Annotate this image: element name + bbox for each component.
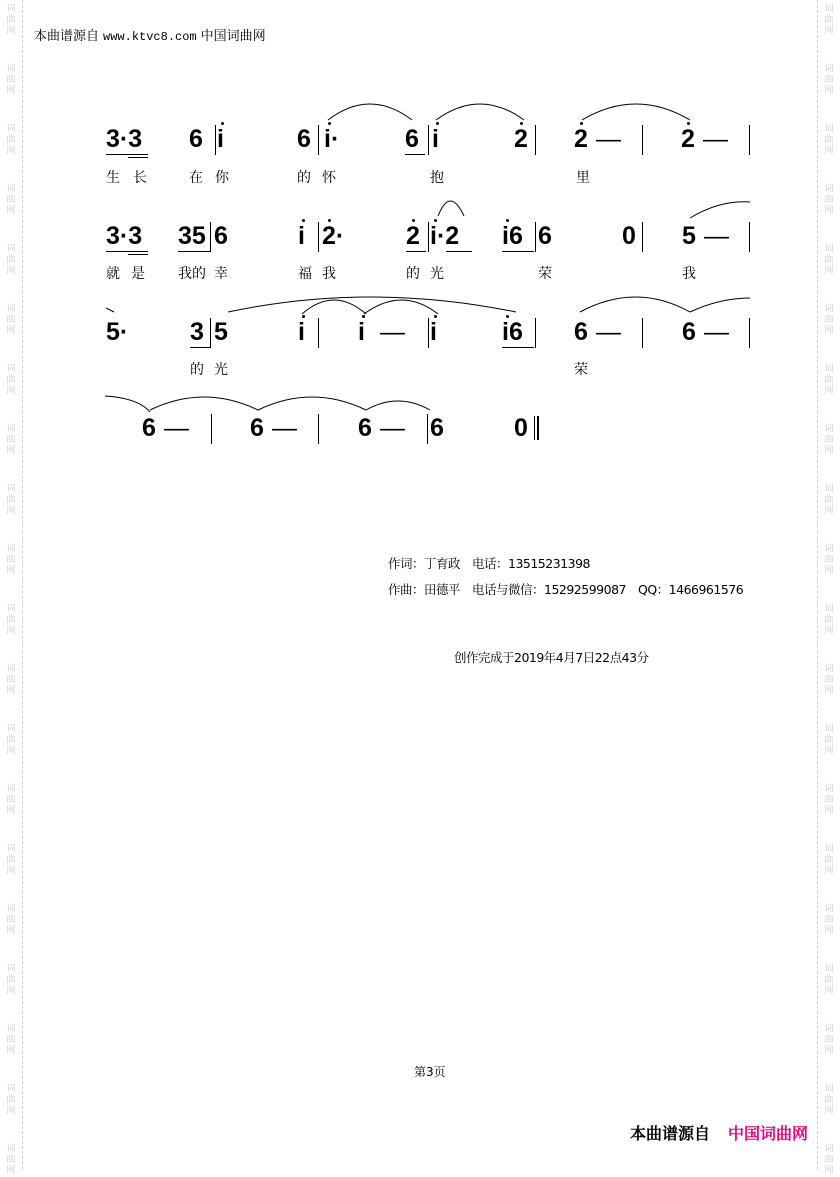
note: i: [298, 318, 305, 346]
underline: [190, 347, 210, 348]
note: 6: [538, 222, 552, 250]
dash: —: [380, 414, 405, 442]
dash: —: [596, 318, 621, 346]
watermark-glyph: 词 曲 网: [6, 244, 16, 276]
note: i: [358, 318, 365, 346]
lyric: 在: [189, 170, 203, 186]
bar-line: [215, 125, 216, 155]
watermark-glyph: 词 曲 网: [824, 544, 834, 576]
bar-line: [427, 414, 428, 444]
high-dot: [412, 219, 415, 222]
header-site: 中国词曲网: [200, 29, 266, 44]
final-bar-thick: [537, 416, 539, 440]
page-number: 第3页: [414, 1065, 446, 1079]
watermark-glyph: 词 曲 网: [824, 1144, 834, 1176]
page-header: [34, 25, 266, 44]
high-dot: [362, 315, 365, 318]
watermark-glyph: 词 曲 网: [6, 664, 16, 696]
header-url-link[interactable]: www.ktvc8.com: [103, 30, 197, 44]
note: 6: [142, 414, 156, 442]
bar-line: [428, 125, 429, 155]
watermark-glyph: 词 曲 网: [6, 124, 16, 156]
note: 2: [681, 125, 695, 153]
high-dot: [580, 122, 583, 125]
slur-2: [436, 104, 524, 120]
underline: [406, 251, 426, 252]
underline: [178, 251, 210, 252]
note: i: [298, 222, 305, 250]
slur-4: [438, 201, 464, 216]
lyric: 你: [215, 170, 229, 186]
watermark-glyph: 词 曲 网: [824, 1084, 834, 1116]
watermark-glyph: 词 曲 网: [6, 604, 16, 636]
note: 2: [406, 222, 420, 250]
high-dot: [506, 315, 509, 318]
lyric: 的: [406, 266, 420, 282]
watermark-glyph: 词 曲 网: [6, 64, 16, 96]
watermark-glyph: 词 曲 网: [824, 844, 834, 876]
watermark-glyph: 词 曲 网: [6, 784, 16, 816]
lyric: 我: [178, 266, 192, 282]
note: 3·3: [106, 125, 143, 153]
lyric: 怀: [322, 170, 336, 186]
note: 6: [250, 414, 264, 442]
slur-1: [328, 104, 412, 120]
note: 3: [190, 318, 204, 346]
watermark-glyph: 词 曲 网: [6, 1084, 16, 1116]
lyric: 的: [192, 266, 206, 282]
dash: —: [703, 125, 728, 153]
note: 6: [682, 318, 696, 346]
watermark-glyph: 词 曲 网: [824, 4, 834, 36]
high-dot: [434, 315, 437, 318]
lyric: 里: [576, 170, 590, 186]
note: 6: [358, 414, 372, 442]
note: i6: [502, 318, 523, 346]
underline: [502, 251, 534, 252]
watermark-glyph: 词 曲 网: [824, 604, 834, 636]
bar-line: [210, 318, 211, 348]
footer-source: 本曲谱源自: [629, 1124, 710, 1143]
footer: [630, 1121, 808, 1144]
bar-line: [428, 318, 429, 348]
bar-line: [535, 222, 536, 252]
underline: [128, 157, 148, 158]
underline: [405, 154, 425, 155]
lyric: 生: [106, 170, 120, 186]
lyric: 抱: [430, 170, 444, 186]
high-dot: [328, 122, 331, 125]
watermark-glyph: 词 曲 网: [6, 424, 16, 456]
note: 5: [214, 318, 228, 346]
header-prefix: 本曲谱源自: [34, 29, 100, 44]
bar-line: [535, 318, 536, 348]
footer-brand-link[interactable]: 中国词曲网: [727, 1124, 808, 1143]
note: 2: [574, 125, 588, 153]
slur-8: [364, 300, 438, 314]
watermark-glyph: 词 曲 网: [6, 904, 16, 936]
bar-line: [318, 414, 319, 444]
note: i·2: [430, 222, 460, 250]
high-dot: [302, 315, 305, 318]
lyric: 光: [214, 362, 228, 378]
watermark-glyph: 词 曲 网: [824, 124, 834, 156]
watermark-glyph: 词 曲 网: [6, 1144, 16, 1176]
note: 2·: [322, 222, 345, 250]
note: 6: [574, 318, 588, 346]
high-dot: [520, 122, 523, 125]
watermark-glyph: 词 曲 网: [6, 724, 16, 756]
lyric: 是: [131, 266, 145, 282]
note: 2: [514, 125, 528, 153]
dash: —: [272, 414, 297, 442]
note: 6: [430, 414, 444, 442]
underline: [106, 251, 148, 252]
watermark-glyph: 词 曲 网: [6, 964, 16, 996]
bar-line: [749, 222, 750, 252]
watermark-glyph: 词 曲 网: [824, 784, 834, 816]
slur-10: [690, 298, 750, 312]
slur-6: [228, 297, 516, 312]
underline: [446, 251, 472, 252]
lyric: 的: [190, 362, 204, 378]
completion-note: 创作完成于2019年4月7日22点43分: [454, 650, 649, 665]
high-dot: [506, 219, 509, 222]
bar-line: [318, 318, 319, 348]
slur-13: [258, 397, 366, 410]
bar-line: [642, 318, 643, 348]
lyric: 幸: [214, 266, 228, 282]
note: 6: [405, 125, 419, 153]
slur-3: [582, 104, 690, 120]
watermark-glyph: 词 曲 网: [6, 484, 16, 516]
underline: [128, 254, 148, 255]
high-dot: [328, 219, 331, 222]
watermark-glyph: 词 曲 网: [6, 184, 16, 216]
composer-credit: 作曲：田德平 电话与微信：15292599087 QQ：1466961576: [388, 582, 744, 597]
lyric: 就: [106, 266, 120, 282]
dash: —: [164, 414, 189, 442]
high-dot: [221, 122, 224, 125]
lyric: 长: [133, 170, 147, 186]
high-dot: [687, 122, 690, 125]
slur-7: [302, 300, 366, 314]
bar-line: [211, 414, 212, 444]
watermark-glyph: 词 曲 网: [824, 184, 834, 216]
lyric: 的: [297, 170, 311, 186]
note: 0: [622, 222, 636, 250]
watermark-glyph: 词 曲 网: [824, 724, 834, 756]
watermark-glyph: 词 曲 网: [6, 544, 16, 576]
note: 3·3: [106, 222, 143, 250]
note: 0: [514, 414, 528, 442]
watermark-glyph: 词 曲 网: [824, 244, 834, 276]
watermark-glyph: 词 曲 网: [6, 844, 16, 876]
underline: [106, 154, 148, 155]
lyric: 福: [298, 266, 312, 282]
dash: —: [704, 222, 729, 250]
note: 5: [682, 222, 696, 250]
note: i6: [502, 222, 523, 250]
watermark-glyph: 词 曲 网: [824, 964, 834, 996]
slur-14: [366, 401, 430, 410]
slur-5: [690, 202, 750, 218]
underline: [502, 347, 534, 348]
watermark-glyph: 词 曲 网: [824, 1024, 834, 1056]
watermark-glyph: 词 曲 网: [824, 64, 834, 96]
lyric: 我: [322, 266, 336, 282]
high-dot: [434, 219, 437, 222]
lyric: 光: [430, 266, 444, 282]
lyric: 荣: [538, 266, 552, 282]
note: 35: [178, 222, 206, 250]
note: 6: [214, 222, 228, 250]
lyric: 荣: [574, 362, 588, 378]
watermark-glyph: 词 曲 网: [824, 304, 834, 336]
note: 6: [189, 125, 203, 153]
note: i: [217, 125, 224, 153]
slur-12: [150, 397, 258, 410]
tie-mark: [106, 308, 114, 312]
watermark-glyph: 词 曲 网: [824, 364, 834, 396]
watermark-glyph: 词 曲 网: [6, 364, 16, 396]
bar-line: [318, 125, 319, 155]
watermark-glyph: 词 曲 网: [824, 664, 834, 696]
lyricist-credit: 作词：丁育政 电话：13515231398: [388, 556, 590, 571]
watermark-glyph: 词 曲 网: [6, 1024, 16, 1056]
bar-line: [428, 222, 429, 252]
bar-line: [749, 125, 750, 155]
bar-line: [749, 318, 750, 348]
note: i: [432, 125, 439, 153]
bar-line: [642, 125, 643, 155]
bar-line: [318, 222, 319, 252]
watermark-glyph: 词 曲 网: [6, 4, 16, 36]
dash: —: [704, 318, 729, 346]
note: 5·: [106, 318, 129, 346]
bar-line: [535, 125, 536, 155]
watermark-glyph: 词 曲 网: [824, 904, 834, 936]
bar-line: [642, 222, 643, 252]
high-dot: [302, 219, 305, 222]
dash: —: [380, 318, 405, 346]
watermark-glyph: 词 曲 网: [824, 424, 834, 456]
high-dot: [436, 122, 439, 125]
lyric: 我: [682, 266, 696, 282]
note: i·: [324, 125, 340, 153]
watermark-glyph: 词 曲 网: [824, 484, 834, 516]
final-bar-thin: [534, 416, 535, 440]
note: i: [430, 318, 437, 346]
slur-11: [105, 396, 150, 412]
slur-9: [580, 297, 690, 312]
bar-line: [210, 222, 211, 252]
note: 6: [297, 125, 311, 153]
dash: —: [596, 125, 621, 153]
watermark-glyph: 词 曲 网: [6, 304, 16, 336]
